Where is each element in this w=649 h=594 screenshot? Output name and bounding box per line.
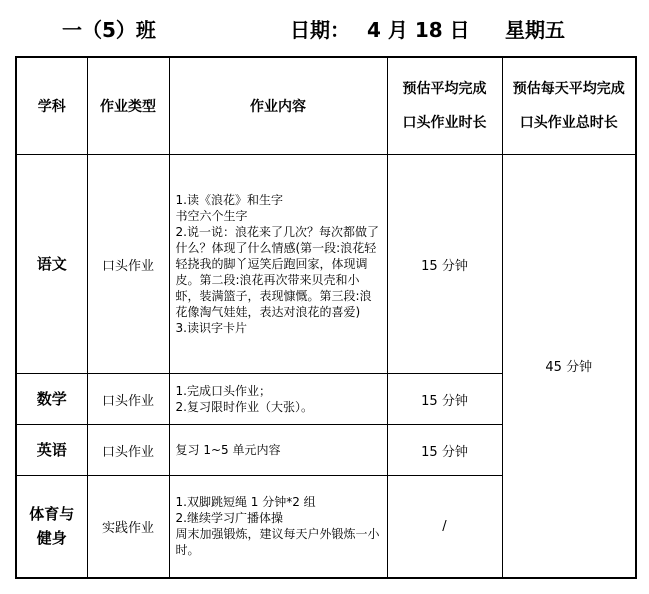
content-cell — [169, 425, 387, 476]
date-value: 4 月 18 日 — [367, 18, 470, 42]
content-cell — [169, 374, 387, 425]
content-item: 1.双脚跳短绳 1 分钟*2 组 — [175, 495, 316, 510]
time-cell: 15 分钟 — [387, 155, 502, 374]
column-header-avg-time-line: 预估平均完成 — [402, 81, 487, 97]
content-cell — [169, 155, 387, 374]
type-cell: 口头作业 — [87, 425, 169, 476]
column-header-daily-total — [502, 57, 636, 155]
date-label: 日期： — [290, 18, 350, 42]
content-item: 复习 1~5 单元内容 — [175, 443, 281, 457]
subject-cell — [16, 425, 87, 476]
column-header-subject: 学科 — [16, 57, 87, 155]
class-name: 一（5）班 — [62, 18, 156, 42]
table-row — [16, 155, 636, 374]
subject-label: 体育与 — [29, 505, 75, 524]
subject-label: 数学 — [36, 390, 67, 408]
subject-cell — [16, 155, 87, 374]
column-header-avg-time — [387, 57, 502, 155]
type-cell: 口头作业 — [87, 374, 169, 425]
column-header-content: 作业内容 — [169, 57, 387, 155]
weekday: 星期五 — [505, 18, 565, 42]
content-item: 2.复习限时作业（大张）。 — [175, 400, 313, 414]
subject-label: 英语 — [36, 441, 67, 459]
type-cell: 口头作业 — [87, 155, 169, 374]
content-item: 2.继续学习广播体操 — [175, 511, 283, 526]
type-cell: 实践作业 — [87, 476, 169, 578]
column-header-type: 作业类型 — [87, 57, 169, 155]
page-header — [0, 8, 649, 44]
content-cell — [169, 476, 387, 578]
column-header-avg-time-line: 口头作业时长 — [402, 115, 487, 131]
subject-cell — [16, 476, 87, 578]
time-cell: / — [387, 476, 502, 578]
content-item: 2.说一说：浪花来了几次？每次都做了什么？体现了什么情感(第一段:浪花轻轻挠我的脚丫逗笑后跑回家，体现调皮。第二段:浪花再次带来贝壳和小虾，装满篮子，表现慷慨。第三段:浪花像淘气娃娃，表达对浪花的喜爱) — [175, 225, 379, 319]
content-item: 周末加强锻炼，建议每天户外锻炼一小时。 — [175, 527, 380, 558]
subject-cell — [16, 374, 87, 425]
homework-table — [15, 56, 637, 579]
content-item: 1.读《浪花》和生字 — [175, 193, 283, 207]
content-item: 3.读识字卡片 — [175, 321, 247, 335]
subject-label: 语文 — [36, 255, 67, 273]
daily-total-cell: 45 分钟 — [502, 155, 636, 578]
column-header-daily-total-line: 口头作业总时长 — [519, 115, 618, 131]
table-header-row — [16, 57, 636, 155]
time-cell: 15 分钟 — [387, 374, 502, 425]
time-cell: 15 分钟 — [387, 425, 502, 476]
content-item: 1.完成口头作业； — [175, 384, 271, 398]
subject-label: 健身 — [36, 529, 67, 548]
content-item: 书空六个生字 — [175, 209, 248, 223]
column-header-daily-total-line: 预估每天平均完成 — [512, 81, 625, 97]
